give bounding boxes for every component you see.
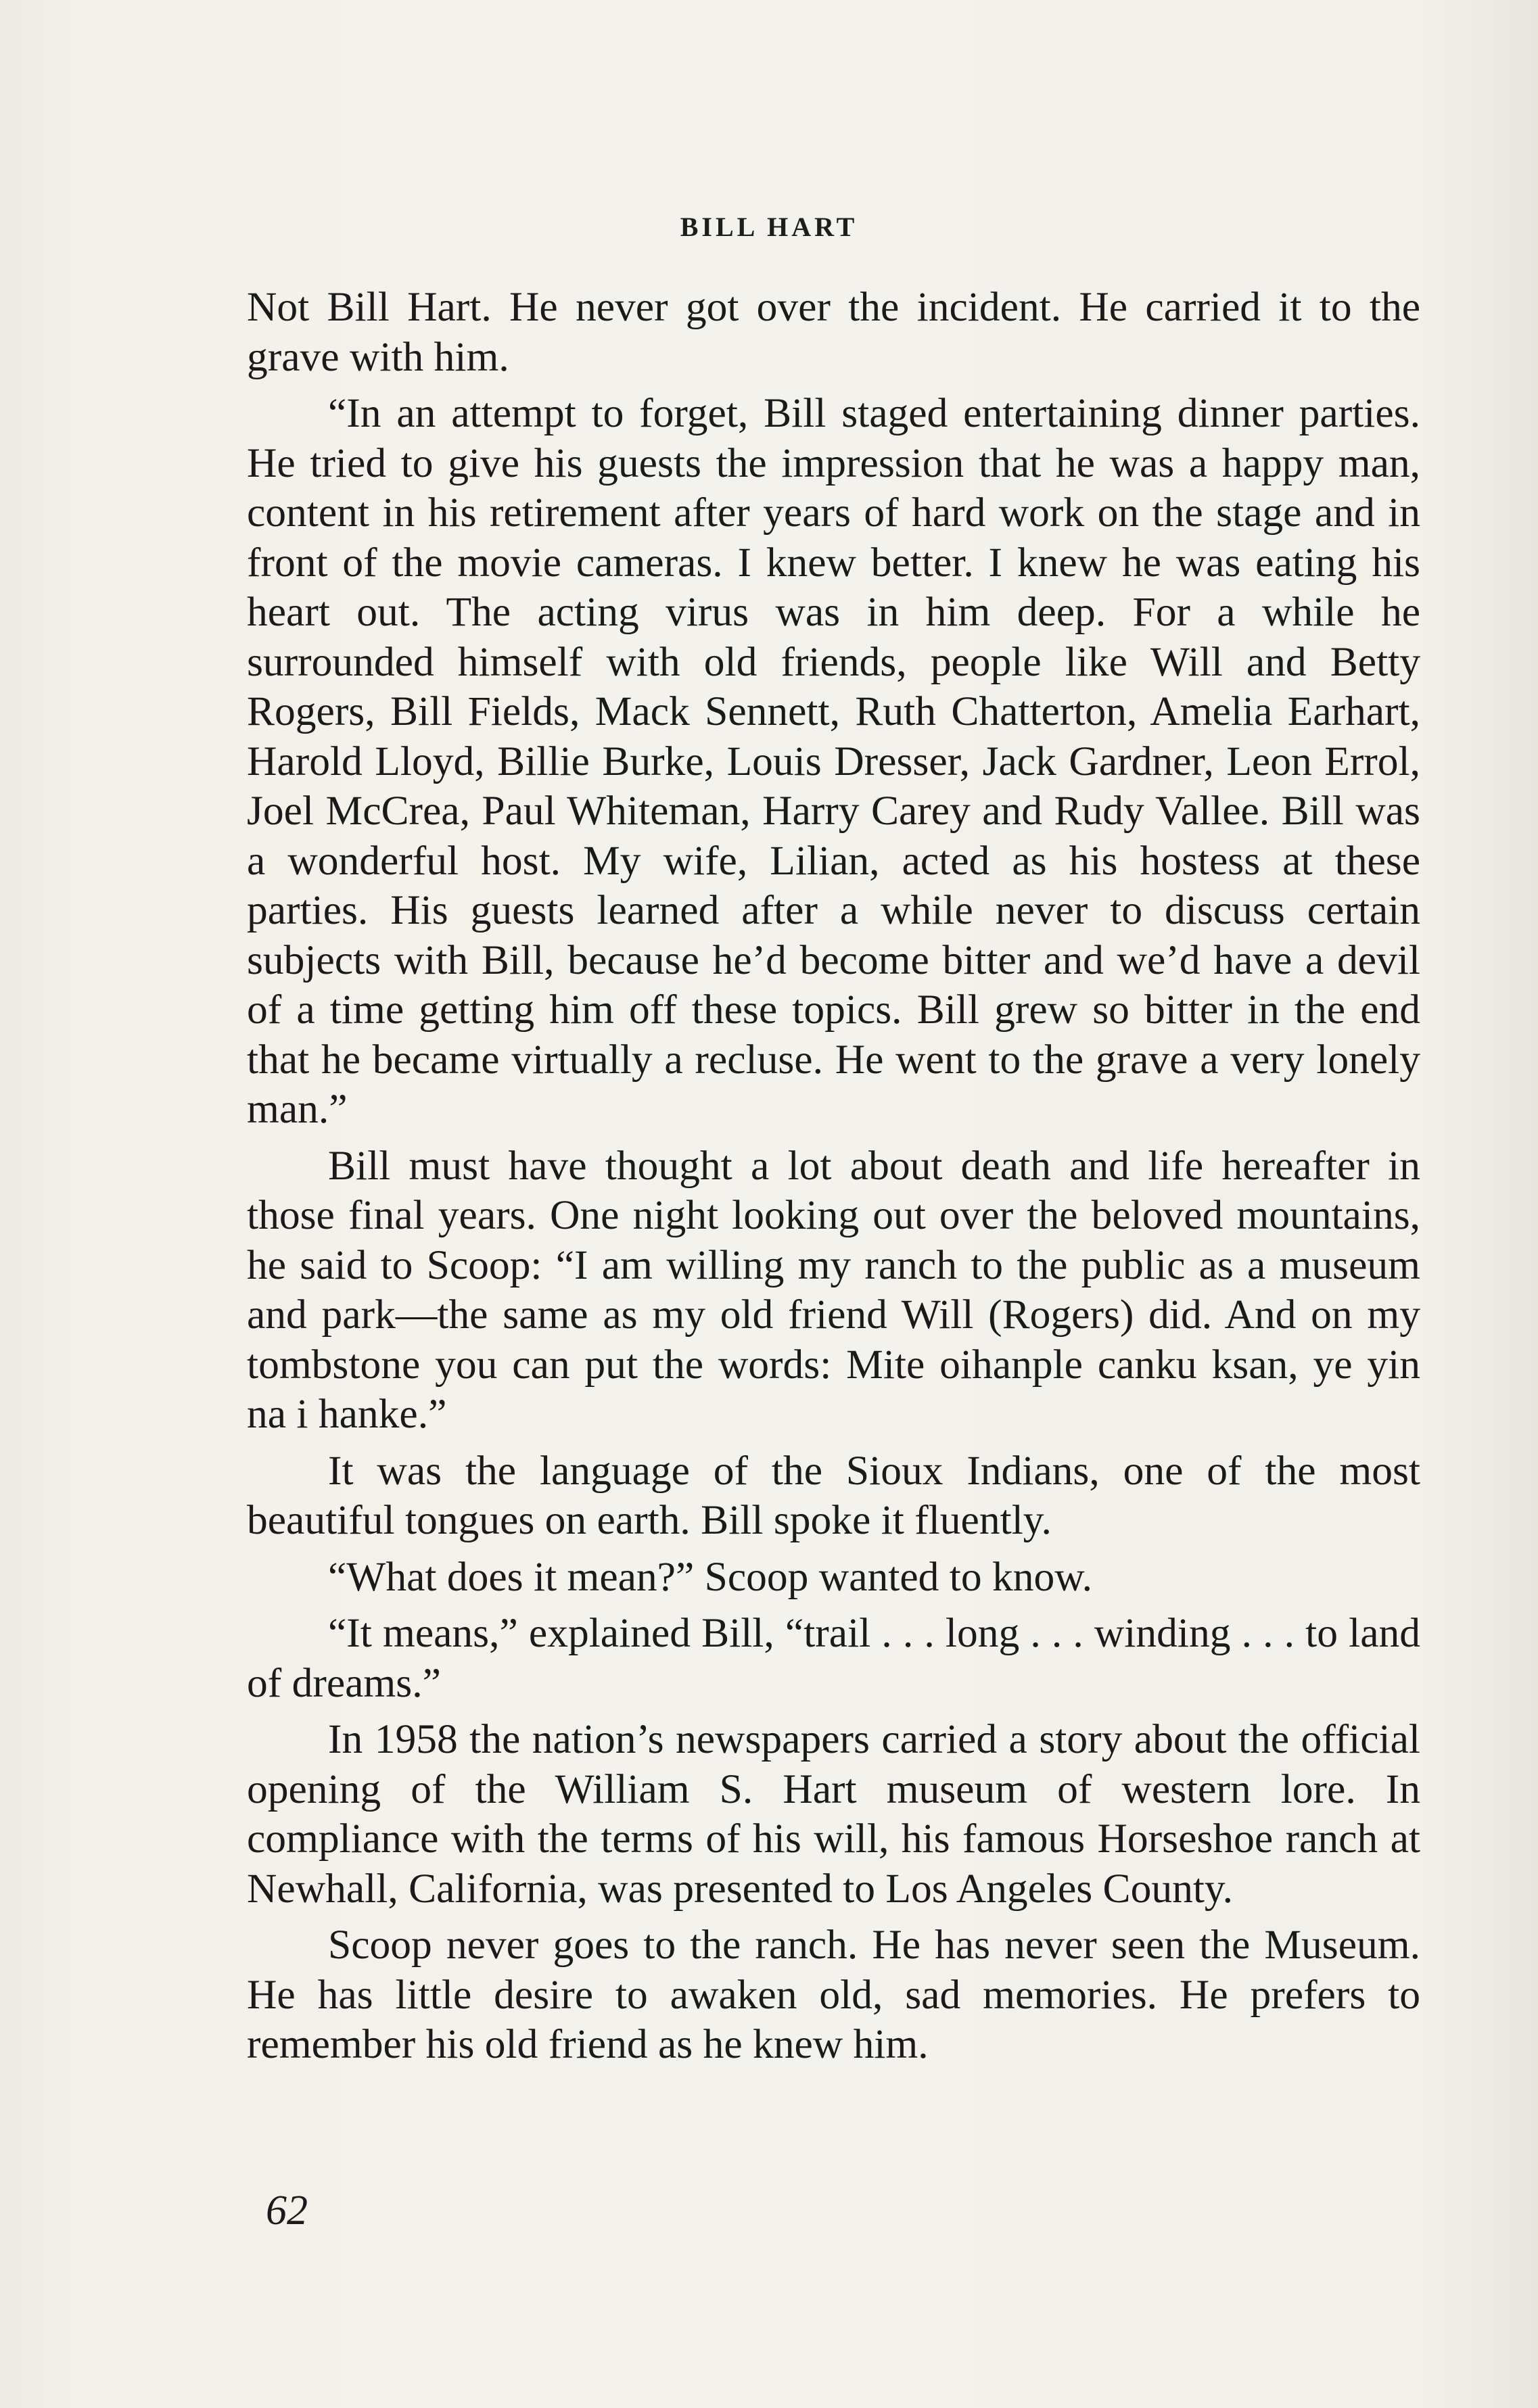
- running-head: BILL HART: [680, 212, 858, 242]
- paragraph: “It means,” explained Bill, “trail . . . long . . . winding . . . to land of dreams.”: [247, 1610, 1420, 1706]
- paragraph: It was the language of the Sioux Indians, one of the most beautiful tongues on earth. Bill spoke it fluently.: [247, 1447, 1420, 1543]
- paragraph: Not Bill Hart. He never got over the incident. He carried it to the grave with him.: [247, 284, 1420, 380]
- paragraph: In 1958 the nation’s newspapers carried a story about the official opening of the William S. Hart museum of western lore. In compliance with the terms of his will, his famous Horseshoe ranch at Newhall, California, was presented to Los Angeles County.: [247, 1716, 1420, 1912]
- paragraph: “What does it mean?” Scoop wanted to know.: [328, 1553, 1093, 1600]
- paragraph: Scoop never goes to the ranch. He has never seen the Museum. He has little desire to awaken old, sad memories. He prefers to remember his old friend as he knew him.: [247, 1922, 1420, 2067]
- page-number: 62: [266, 2188, 308, 2234]
- paragraph: Bill must have thought a lot about death and life hereafter in those final years. One night looking out over the beloved mountains, he said to Scoop: “I am willing my ranch to the public as a museum and park—the same as my old friend Will (Rogers) did. And on my tombstone you can put the words: Mite oihanple canku ksan, ye yin na i hanke.”: [247, 1142, 1420, 1437]
- body-text: [247, 283, 1420, 2077]
- paragraph: “In an attempt to forget, Bill staged entertaining dinner parties. He tried to give his guests the impression that he was a happy man, content in his retirement after years of hard work on the stage and in front of the movie cameras. I knew better. I knew he was eating his heart out. The acting virus was in him deep. For a while he surrounded himself with old friends, people like Will and Betty Rogers, Bill Fields, Mack Sennett, Ruth Chatterton, Amelia Earhart, Harold Lloyd, Billie Burke, Louis Dresser, Jack Gardner, Leon Errol, Joel McCrea, Paul Whiteman, Harry Carey and Rudy Vallee. Bill was a wonderful host. My wife, Lilian, acted as his hostess at these parties. His guests learned after a while never to discuss certain subjects with Bill, because he’d become bitter and we’d have a devil of a time getting him off these topics. Bill grew so bitter in the end that he became virtually a recluse. He went to the grave a very lonely man.”: [247, 390, 1420, 1132]
